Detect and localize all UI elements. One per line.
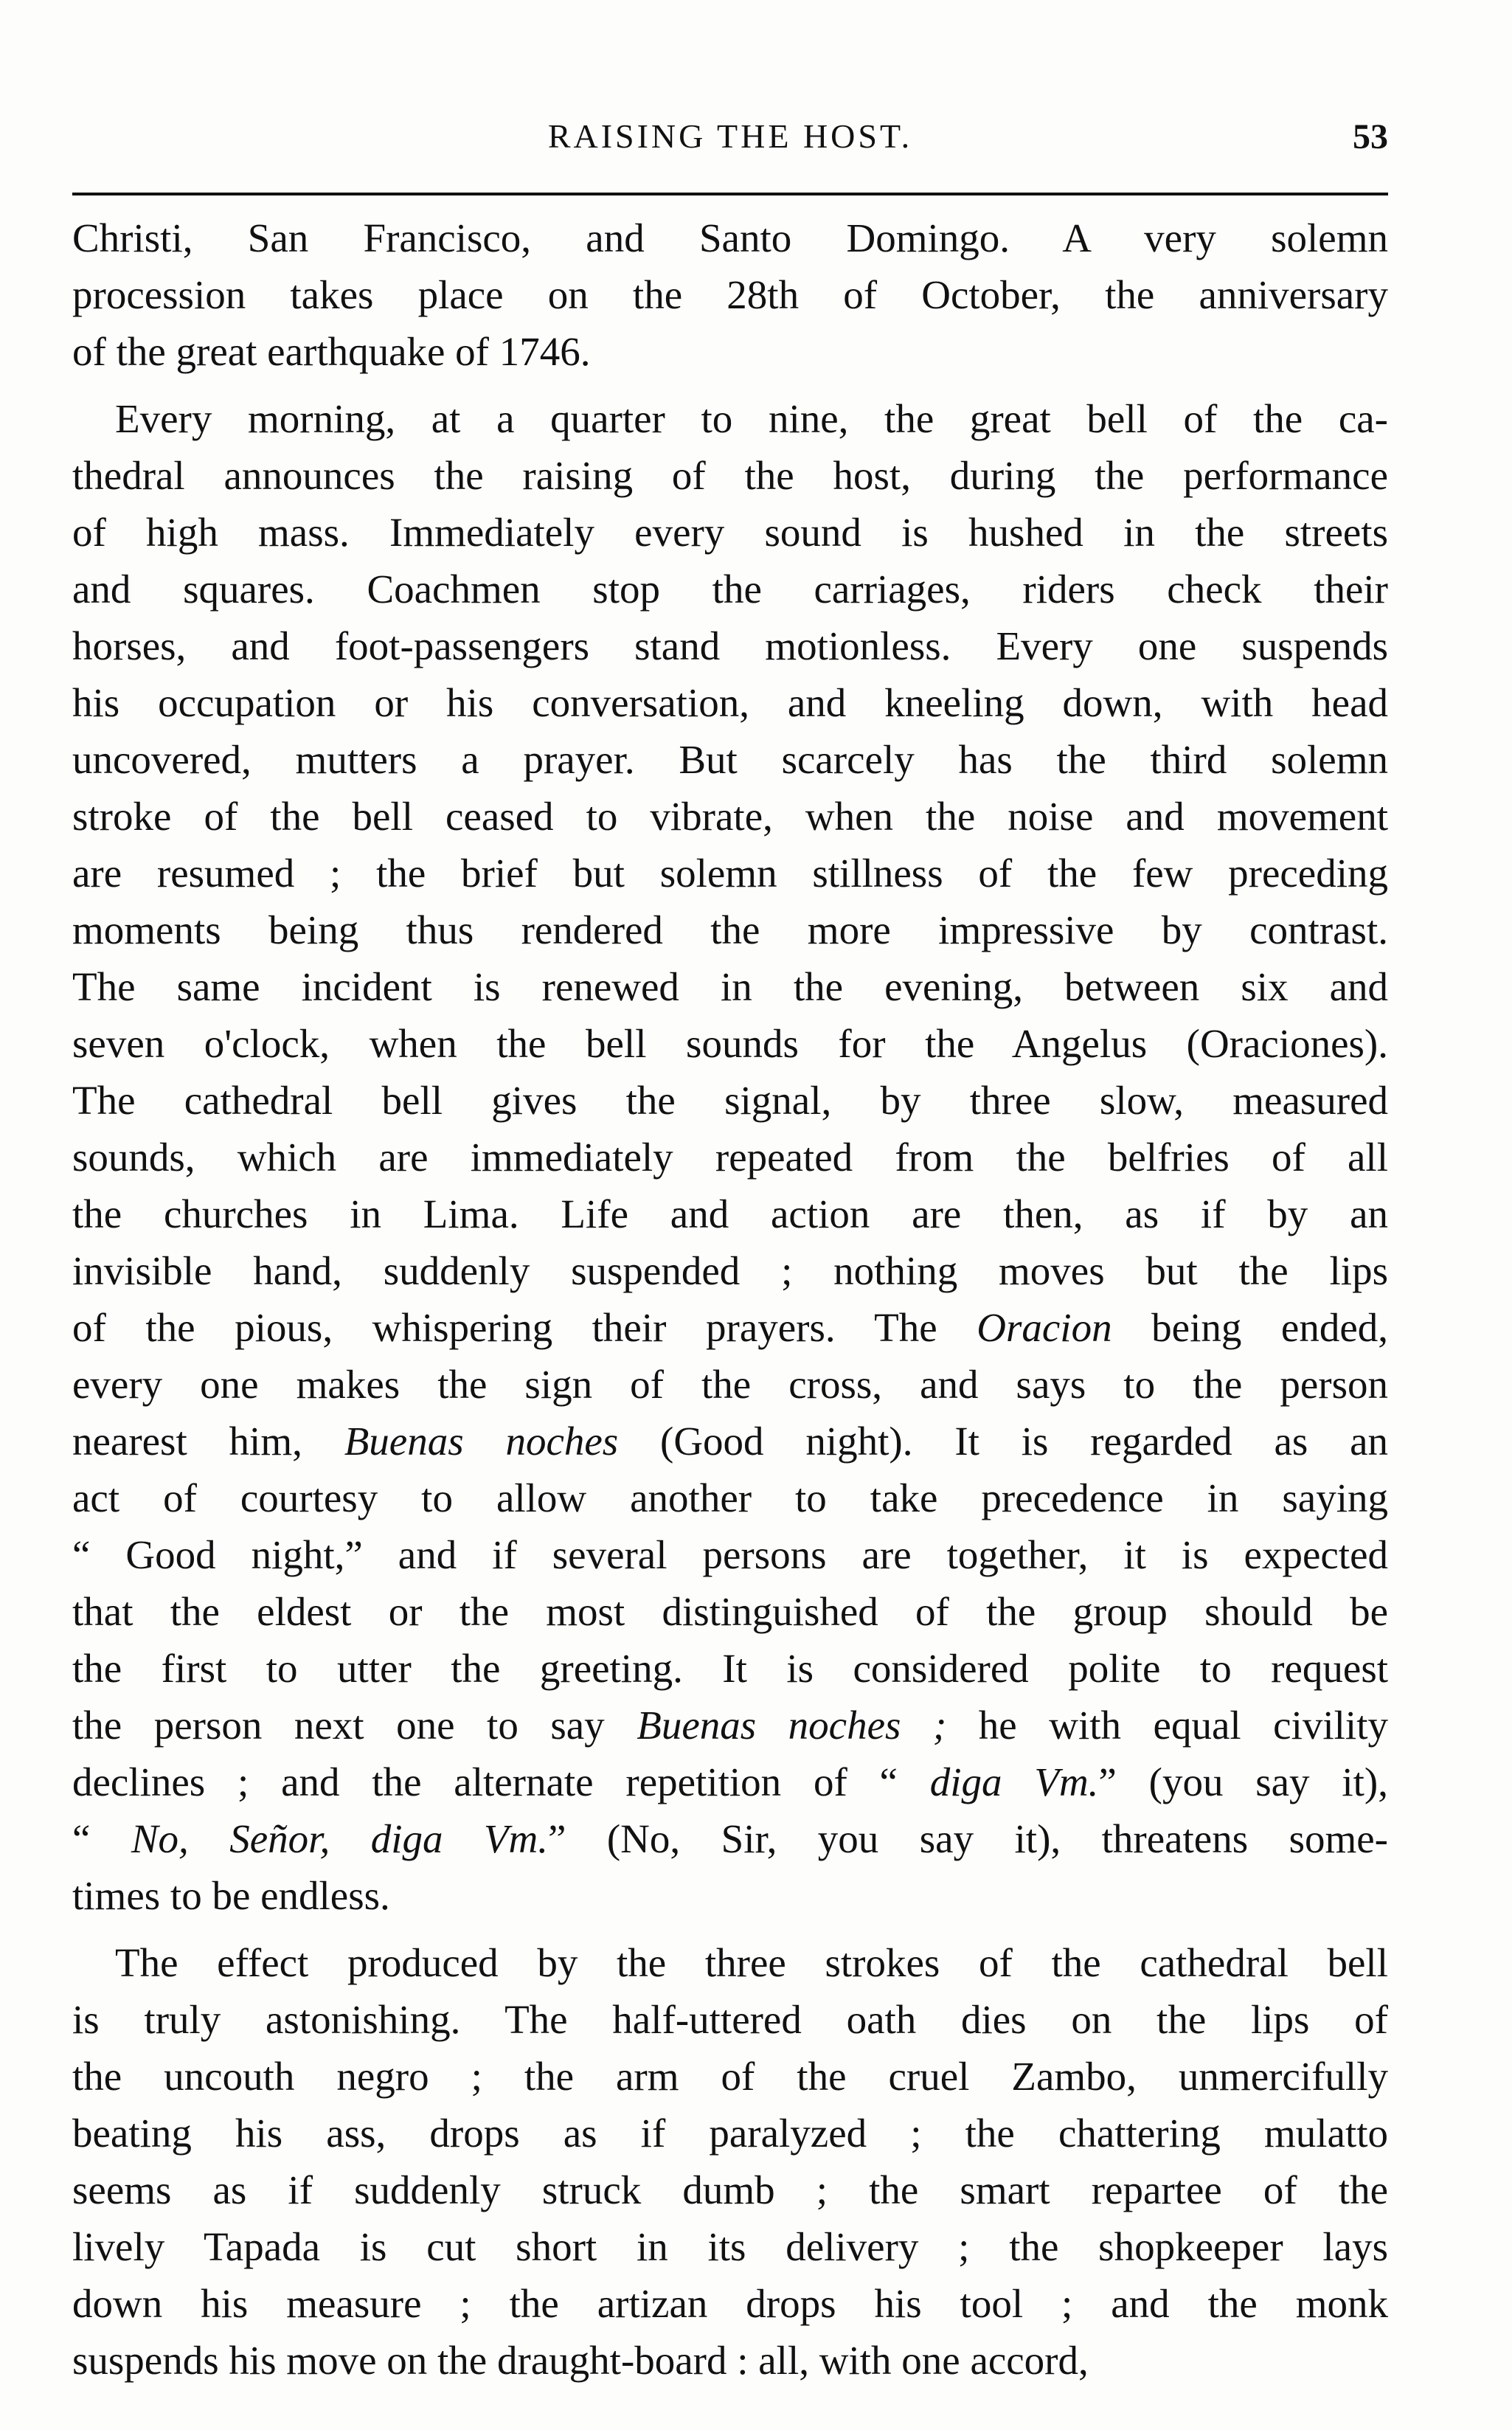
italic-text: diga Vm. — [929, 1759, 1099, 1804]
text-line — [72, 1015, 1388, 1072]
text-line — [72, 617, 1388, 674]
paragraph-gap — [72, 1924, 1388, 1934]
italic-text: No, Señor, diga Vm. — [131, 1816, 548, 1861]
running-head — [72, 117, 1388, 168]
text-run: Christi, San Francisco, and Santo Domingo. A very solemn — [72, 215, 1388, 260]
text-run: thedral announces the raising of the host, during the performance — [72, 453, 1388, 498]
text-run: down his measure ; the artizan drops his tool ; and the monk — [72, 2281, 1388, 2326]
text-run: moments being thus rendered the more impressive by contrast. — [72, 907, 1388, 952]
text-line — [72, 2332, 1388, 2389]
text-run: sounds, which are immediately repeated from the belfries of all — [72, 1135, 1388, 1180]
text-line — [72, 901, 1388, 958]
text-line — [72, 1242, 1388, 1299]
text-run: the churches in Lima. Life and action are then, as if by an — [72, 1191, 1388, 1236]
text-run: the uncouth negro ; the arm of the cruel Zambo, unmercifully — [72, 2054, 1388, 2099]
text-line — [72, 1867, 1388, 1924]
text-line — [72, 1299, 1388, 1356]
text-line — [72, 1754, 1388, 1810]
text-line — [72, 2218, 1388, 2275]
text-run: invisible hand, suddenly suspended ; nothing moves but the lips — [72, 1248, 1388, 1293]
text-line — [72, 1356, 1388, 1413]
text-run: declines ; and the alternate repetition of “ — [72, 1759, 930, 1804]
text-line — [72, 1072, 1388, 1129]
text-run: of the pious, whispering their prayers. The — [72, 1305, 977, 1350]
text-line — [72, 561, 1388, 617]
text-run: “ Good night,” and if several persons are together, it is expected — [72, 1532, 1388, 1577]
text-run: seven o'clock, when the bell sounds for the Angelus (Oraciones). — [72, 1021, 1388, 1066]
text-line — [72, 958, 1388, 1015]
text-run: seems as if suddenly struck dumb ; the smart repartee of the — [72, 2167, 1388, 2212]
text-line — [72, 1640, 1388, 1697]
text-run: “ — [72, 1816, 131, 1861]
text-line — [72, 788, 1388, 845]
text-line — [72, 1129, 1388, 1185]
text-line — [72, 1991, 1388, 2048]
text-run: horses, and foot-passengers stand motionless. Every one suspends — [72, 623, 1388, 668]
italic-text: Oracion — [977, 1305, 1112, 1350]
text-run: The effect produced by the three strokes of the cathedral bell — [115, 1940, 1388, 1985]
text-run: The cathedral bell gives the signal, by three slow, measured — [72, 1078, 1388, 1123]
text-run: ” (you say it), — [1098, 1759, 1388, 1804]
text-run: is truly astonishing. The half-uttered oath dies on the lips of — [72, 1997, 1388, 2042]
text-line — [72, 2275, 1388, 2332]
text-line — [72, 1526, 1388, 1583]
text-line — [72, 1583, 1388, 1640]
text-run: ” (No, Sir, you say it), threatens some- — [548, 1816, 1388, 1861]
text-line — [72, 447, 1388, 504]
text-run: (Good night). It is regarded as an — [618, 1419, 1388, 1464]
text-line — [72, 1810, 1388, 1867]
text-line — [72, 1185, 1388, 1242]
text-run: that the eldest or the most distinguished of the group should be — [72, 1589, 1388, 1634]
italic-text: Buenas noches — [344, 1419, 619, 1464]
text-run: times to be endless. — [72, 1873, 390, 1918]
text-run: Every morning, at a quarter to nine, the great bell of the ca- — [115, 396, 1388, 441]
text-line — [72, 731, 1388, 788]
text-run: procession takes place on the 28th of October, the anniversary — [72, 272, 1388, 317]
body-text — [72, 210, 1388, 2389]
text-run: and squares. Coachmen stop the carriages, riders check their — [72, 567, 1388, 612]
text-run: of the great earthquake of 1746. — [72, 329, 591, 374]
text-run: he with equal civility — [946, 1703, 1388, 1748]
text-run: lively Tapada is cut short in its delivery ; the shopkeeper lays — [72, 2224, 1388, 2269]
text-run: nearest him, — [72, 1419, 344, 1464]
running-title: RAISING THE HOST. — [547, 117, 913, 155]
text-run: are resumed ; the brief but solemn stillness of the few preceding — [72, 851, 1388, 896]
text-run: his occupation or his conversation, and kneeling down, with head — [72, 680, 1388, 725]
text-line — [72, 323, 1388, 380]
text-run: being ended, — [1112, 1305, 1388, 1350]
text-run: The same incident is renewed in the evening, between six and — [72, 964, 1388, 1009]
paragraph-gap — [72, 380, 1388, 390]
text-run: every one makes the sign of the cross, and says to the person — [72, 1362, 1388, 1407]
text-run: uncovered, mutters a prayer. But scarcely has the third solemn — [72, 737, 1388, 782]
text-run: act of courtesy to allow another to take precedence in saying — [72, 1475, 1388, 1520]
text-run: the first to utter the greeting. It is considered polite to request — [72, 1646, 1388, 1691]
text-line — [72, 504, 1388, 561]
text-line — [72, 1697, 1388, 1754]
text-line — [72, 1413, 1388, 1470]
italic-text: Buenas noches ; — [637, 1703, 947, 1748]
text-line — [72, 674, 1388, 731]
text-line — [72, 210, 1388, 266]
header-rule — [72, 193, 1388, 195]
text-line — [72, 2105, 1388, 2161]
page-number: 53 — [1353, 117, 1388, 156]
text-run: beating his ass, drops as if paralyzed ; the chattering mulatto — [72, 2111, 1388, 2156]
text-line — [72, 845, 1388, 901]
text-line — [72, 1470, 1388, 1526]
text-line — [72, 1934, 1388, 1991]
text-run: the person next one to say — [72, 1703, 637, 1748]
text-line — [72, 390, 1388, 447]
text-run: stroke of the bell ceased to vibrate, when the noise and movement — [72, 794, 1388, 839]
text-run: suspends his move on the draught-board : all, with one accord, — [72, 2338, 1089, 2383]
text-line — [72, 2161, 1388, 2218]
text-line — [72, 266, 1388, 323]
text-run: of high mass. Immediately every sound is hushed in the streets — [72, 510, 1388, 555]
text-line — [72, 2048, 1388, 2105]
